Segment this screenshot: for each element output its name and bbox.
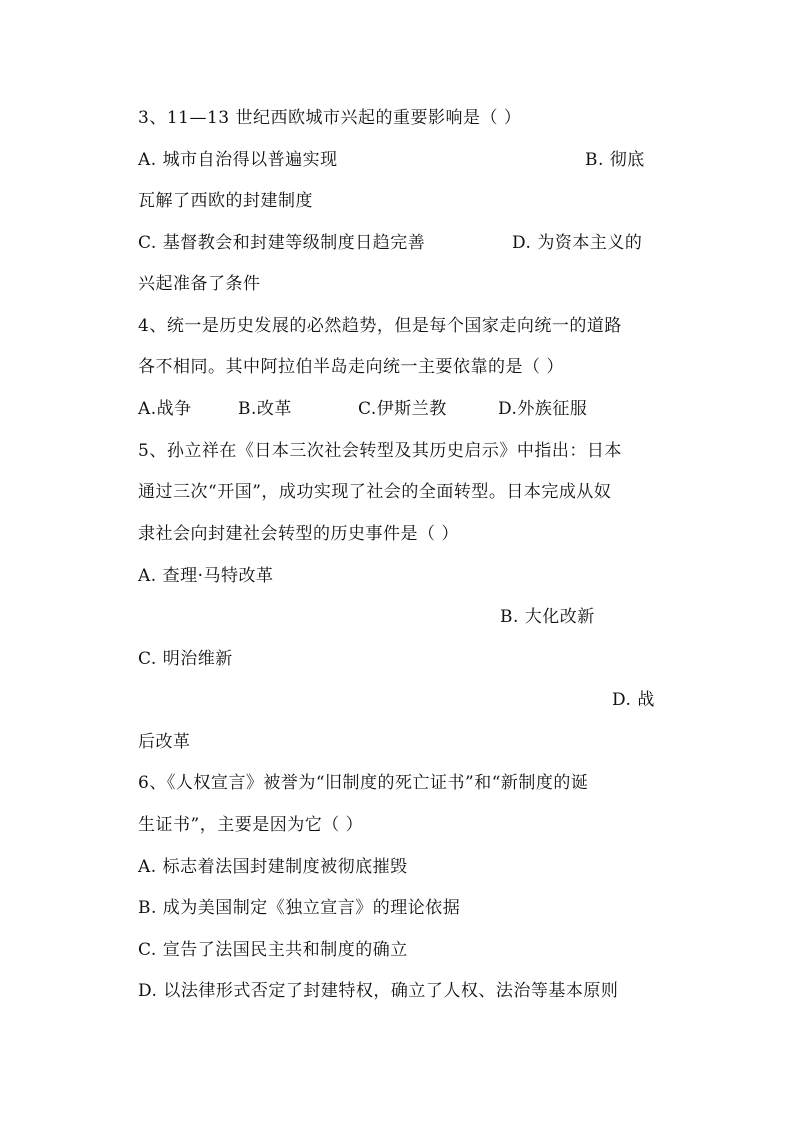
q4-option-b: B.改革 [238,399,292,419]
q3-option-c: C. 基督教会和封建等级制度日趋完善 [138,233,426,253]
q3-stem: 3、11—13 世纪西欧城市兴起的重要影响是（ ） [138,108,522,128]
q5-option-d-continued: 后改革 [138,732,191,752]
q6-option-c: C. 宣告了法国民主共和制度的确立 [138,940,408,960]
q6-option-d: D. 以法律形式否定了封建特权，确立了人权、法治等基本原则 [138,981,619,1001]
q6-stem-line-2: 生证书”，主要是因为它（ ） [138,815,364,835]
q4-stem-line-1: 4、统一是历史发展的必然趋势，但是每个国家走向统一的道路 [138,316,622,336]
q6-option-a: A. 标志着法国封建制度被彻底摧毁 [138,857,408,877]
q5-stem-line-2: 通过三次“开国”，成功实现了社会的全面转型。日本完成从奴 [138,482,612,502]
q5-option-c: C. 明治维新 [138,649,233,669]
q3-option-d-continued: 兴起准备了条件 [138,274,261,294]
q6-stem-line-1: 6、《人权宣言》被誉为“旧制度的死亡证书”和“新制度的诞 [138,773,589,793]
q4-stem-line-2: 各不相同。其中阿拉伯半岛走向统一主要依靠的是（ ） [138,357,564,377]
q3-option-a: A. 城市自治得以普遍实现 [138,150,338,170]
q4-option-a: A.战争 [138,399,192,419]
q3-option-d: D. 为资本主义的 [512,233,643,253]
q5-option-a: A. 查理·马特改革 [138,566,274,586]
q6-option-b: B. 成为美国制定《独立宣言》的理论依据 [138,898,461,918]
q5-stem-line-3: 隶社会向封建社会转型的历史事件是（ ） [138,524,459,544]
q5-option-b: B. 大化改新 [500,607,595,627]
q5-option-d: D. 战 [612,690,655,710]
q5-stem-line-1: 5、孙立祥在《日本三次社会转型及其历史启示》中指出：日本 [138,441,622,461]
q4-option-d: D.外族征服 [498,399,588,419]
q3-option-b: B. 彻底 [585,150,645,170]
q4-option-c: C.伊斯兰教 [358,399,447,419]
q3-option-b-continued: 瓦解了西欧的封建制度 [138,191,313,211]
